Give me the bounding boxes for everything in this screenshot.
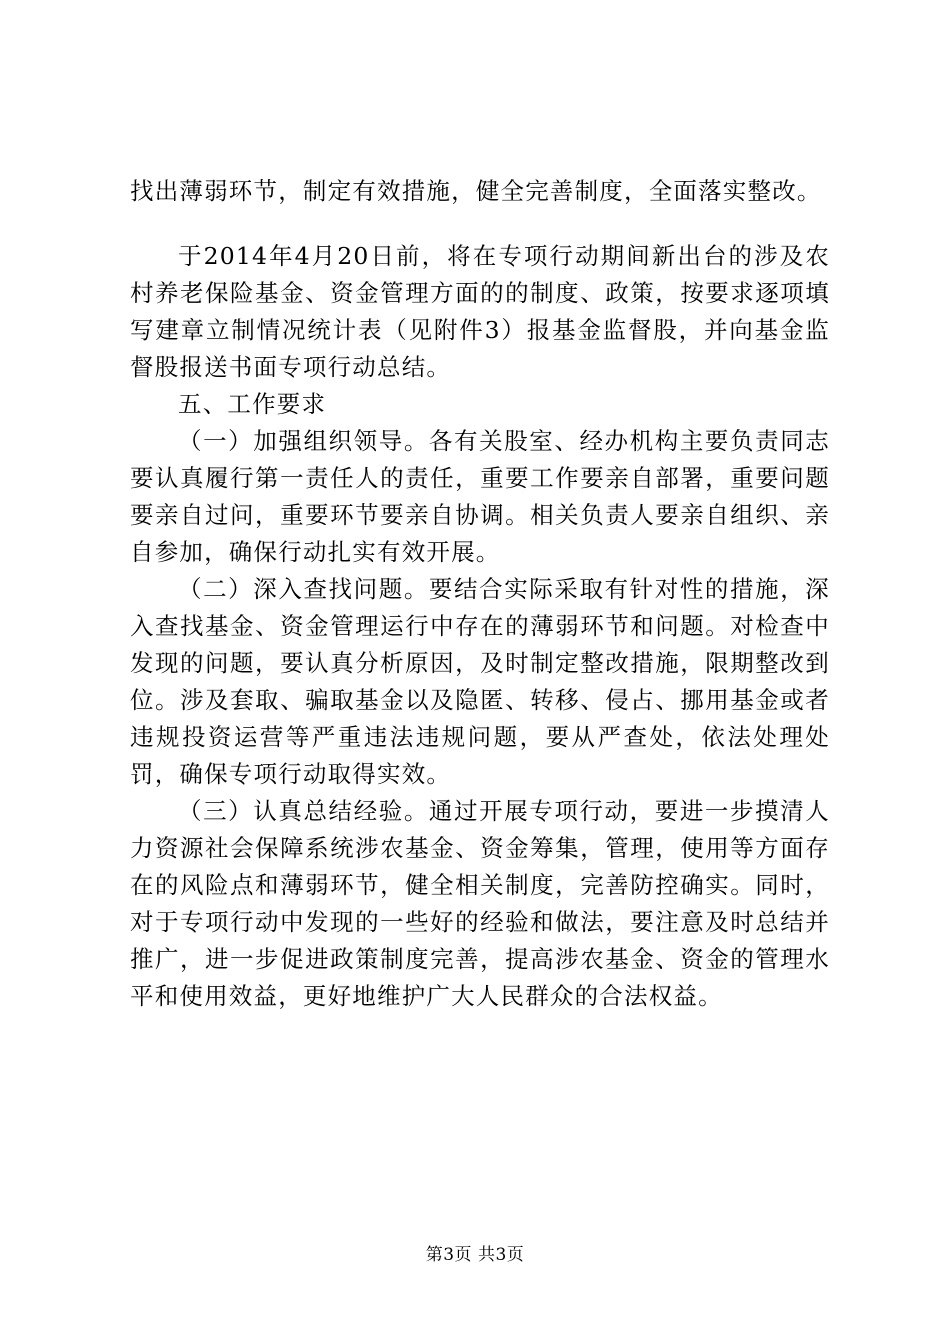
summary-paragraph: 于2014年4月20日前，将在专项行动期间新出台的涉及农村养老保险基金、资金管理方面的的制度、政策，按要求逐项填写建章立制情况统计表（见附件3）报基金监督股，并向基金监督股报送书面专项行动总结。 (130, 242, 830, 381)
requirement-paragraph-2: （二）深入查找问题。要结合实际采取有针对性的措施，深入查找基金、资金管理运行中存在的薄弱环节和问题。对检查中发现的问题，要认真分析原因，及时制定整改措施，限期整改到位。涉及套取、骗取基金以及隐匿、转移、侵占、挪用基金或者违规投资运营等严重违法违规问题，要从严查处，依法处理处罚，确保专项行动取得实效。 (130, 575, 830, 788)
page-footer (0, 1240, 950, 1265)
section-heading: 五、工作要求 (178, 390, 327, 418)
requirement-paragraph-3: （三）认真总结经验。通过开展专项行动，要进一步摸清人力资源社会保障系统涉农基金、资金筹集，管理，使用等方面存在的风险点和薄弱环节，健全相关制度，完善防控确实。同时，对于专项行动中发现的一些好的经验和做法，要注意及时总结并推广，进一步促进政策制度完善，提高涉农基金、资金的管理水平和使用效益，更好地维护广大人民群众的合法权益。 (130, 797, 830, 1010)
continuation-text: 找出薄弱环节，制定有效措施，健全完善制度，全面落实整改。 (130, 177, 822, 205)
continuation-line (130, 173, 830, 210)
document-body (130, 238, 830, 1015)
page-number-label: 第3页 共3页 (425, 1245, 525, 1265)
requirement-paragraph-1: （一）加强组织领导。各有关股室、经办机构主要负责同志要认真履行第一责任人的责任，重要工作要亲自部署，重要问题要亲自过问，重要环节要亲自协调。相关负责人要亲自组织、亲自参加，确保行动扎实有效开展。 (130, 427, 830, 566)
